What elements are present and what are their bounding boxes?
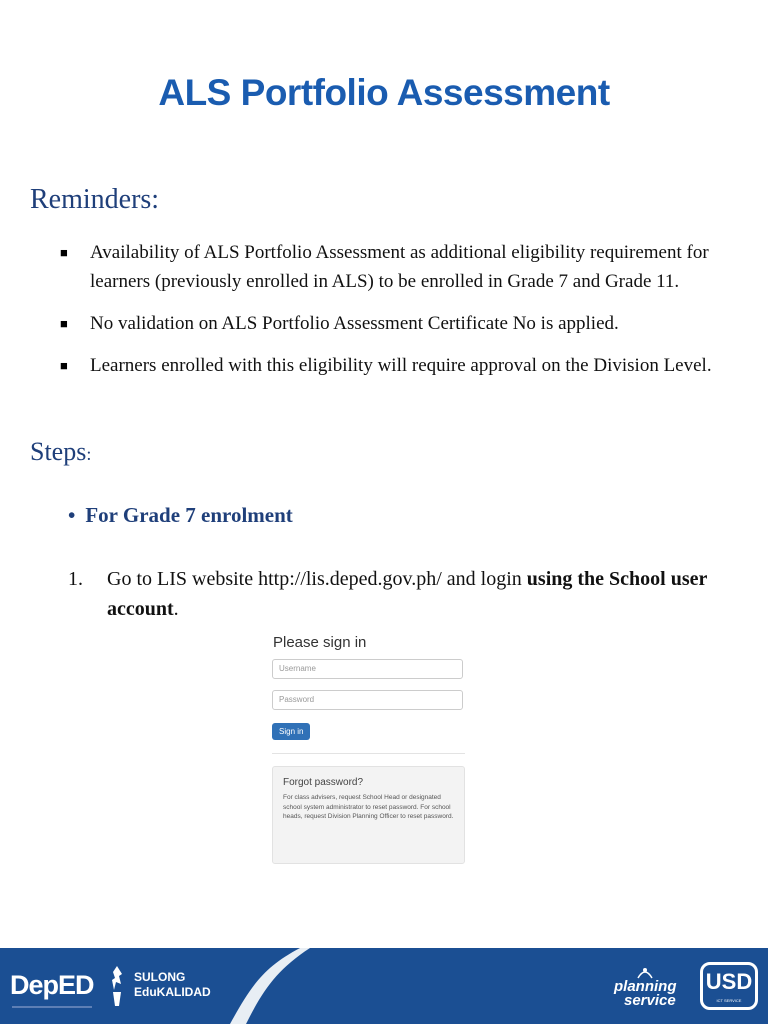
step-number: 1.	[68, 568, 83, 590]
square-bullet-icon: ■	[60, 245, 68, 260]
reminders-list	[60, 238, 740, 393]
reminders-heading: Reminders:	[30, 184, 160, 215]
square-bullet-icon: ■	[60, 316, 68, 331]
reminder-text: Availability of ALS Portfolio Assessment as additional eligibility requirement for learners (previously enrolled in ALS) to be enrolled in Grade 7 and Grade 11.	[90, 242, 709, 292]
usd-logo	[700, 962, 758, 1010]
grade7-subheading-text: For Grade 7 enrolment	[85, 503, 293, 527]
step-text-plain: Go to LIS website http://lis.deped.gov.ph/ and login	[107, 568, 527, 590]
round-bullet-icon: •	[68, 503, 76, 527]
edukalidad-text: EduKALIDAD	[134, 985, 211, 999]
planning-service-logo	[614, 980, 677, 1008]
deped-logo-underline	[12, 1006, 92, 1008]
sign-in-heading: Please sign in	[273, 634, 367, 651]
reminder-text: No validation on ALS Portfolio Assessment Certificate No is applied.	[90, 313, 619, 334]
step-text-end: .	[173, 598, 179, 620]
forgot-password-text: For class advisers, request School Head or designated school system administrator to reset password. For school heads, request Division Planning Officer to reset password.	[283, 794, 454, 820]
login-panel	[272, 634, 465, 866]
divider	[272, 753, 465, 754]
page-title: ALS Portfolio Assessment	[158, 72, 610, 113]
step-1	[68, 564, 728, 624]
list-item	[60, 351, 740, 380]
torch-icon	[104, 964, 130, 1008]
footer-bar	[0, 948, 768, 1024]
reminder-text: Learners enrolled with this eligibility will require approval on the Division Level.	[90, 355, 712, 376]
square-bullet-icon: ■	[60, 358, 68, 373]
grade7-subheading	[68, 503, 293, 528]
sign-in-button[interactable]: Sign in	[272, 723, 310, 740]
steps-heading-text: Steps	[30, 437, 87, 466]
step-text-bold: using the School user account	[107, 568, 708, 620]
service-text: service	[624, 992, 676, 1009]
steps-heading	[30, 437, 91, 467]
usd-text: USD	[705, 969, 753, 994]
forgot-password-box	[272, 766, 465, 864]
planning-text: planning	[614, 978, 677, 995]
username-input[interactable]: Username	[272, 659, 463, 679]
usd-subtext: ICT SERVICE	[716, 998, 742, 1003]
step-text	[107, 564, 728, 624]
forgot-password-heading: Forgot password?	[283, 777, 364, 788]
deped-logo: DepED	[10, 970, 94, 1000]
list-item	[60, 309, 740, 338]
sulong-text: SULONG	[134, 970, 186, 984]
password-input[interactable]: Password	[272, 690, 463, 710]
sulong-edukalidad-logo	[134, 970, 211, 1000]
list-item	[60, 238, 740, 296]
steps-heading-colon: :	[86, 444, 92, 464]
